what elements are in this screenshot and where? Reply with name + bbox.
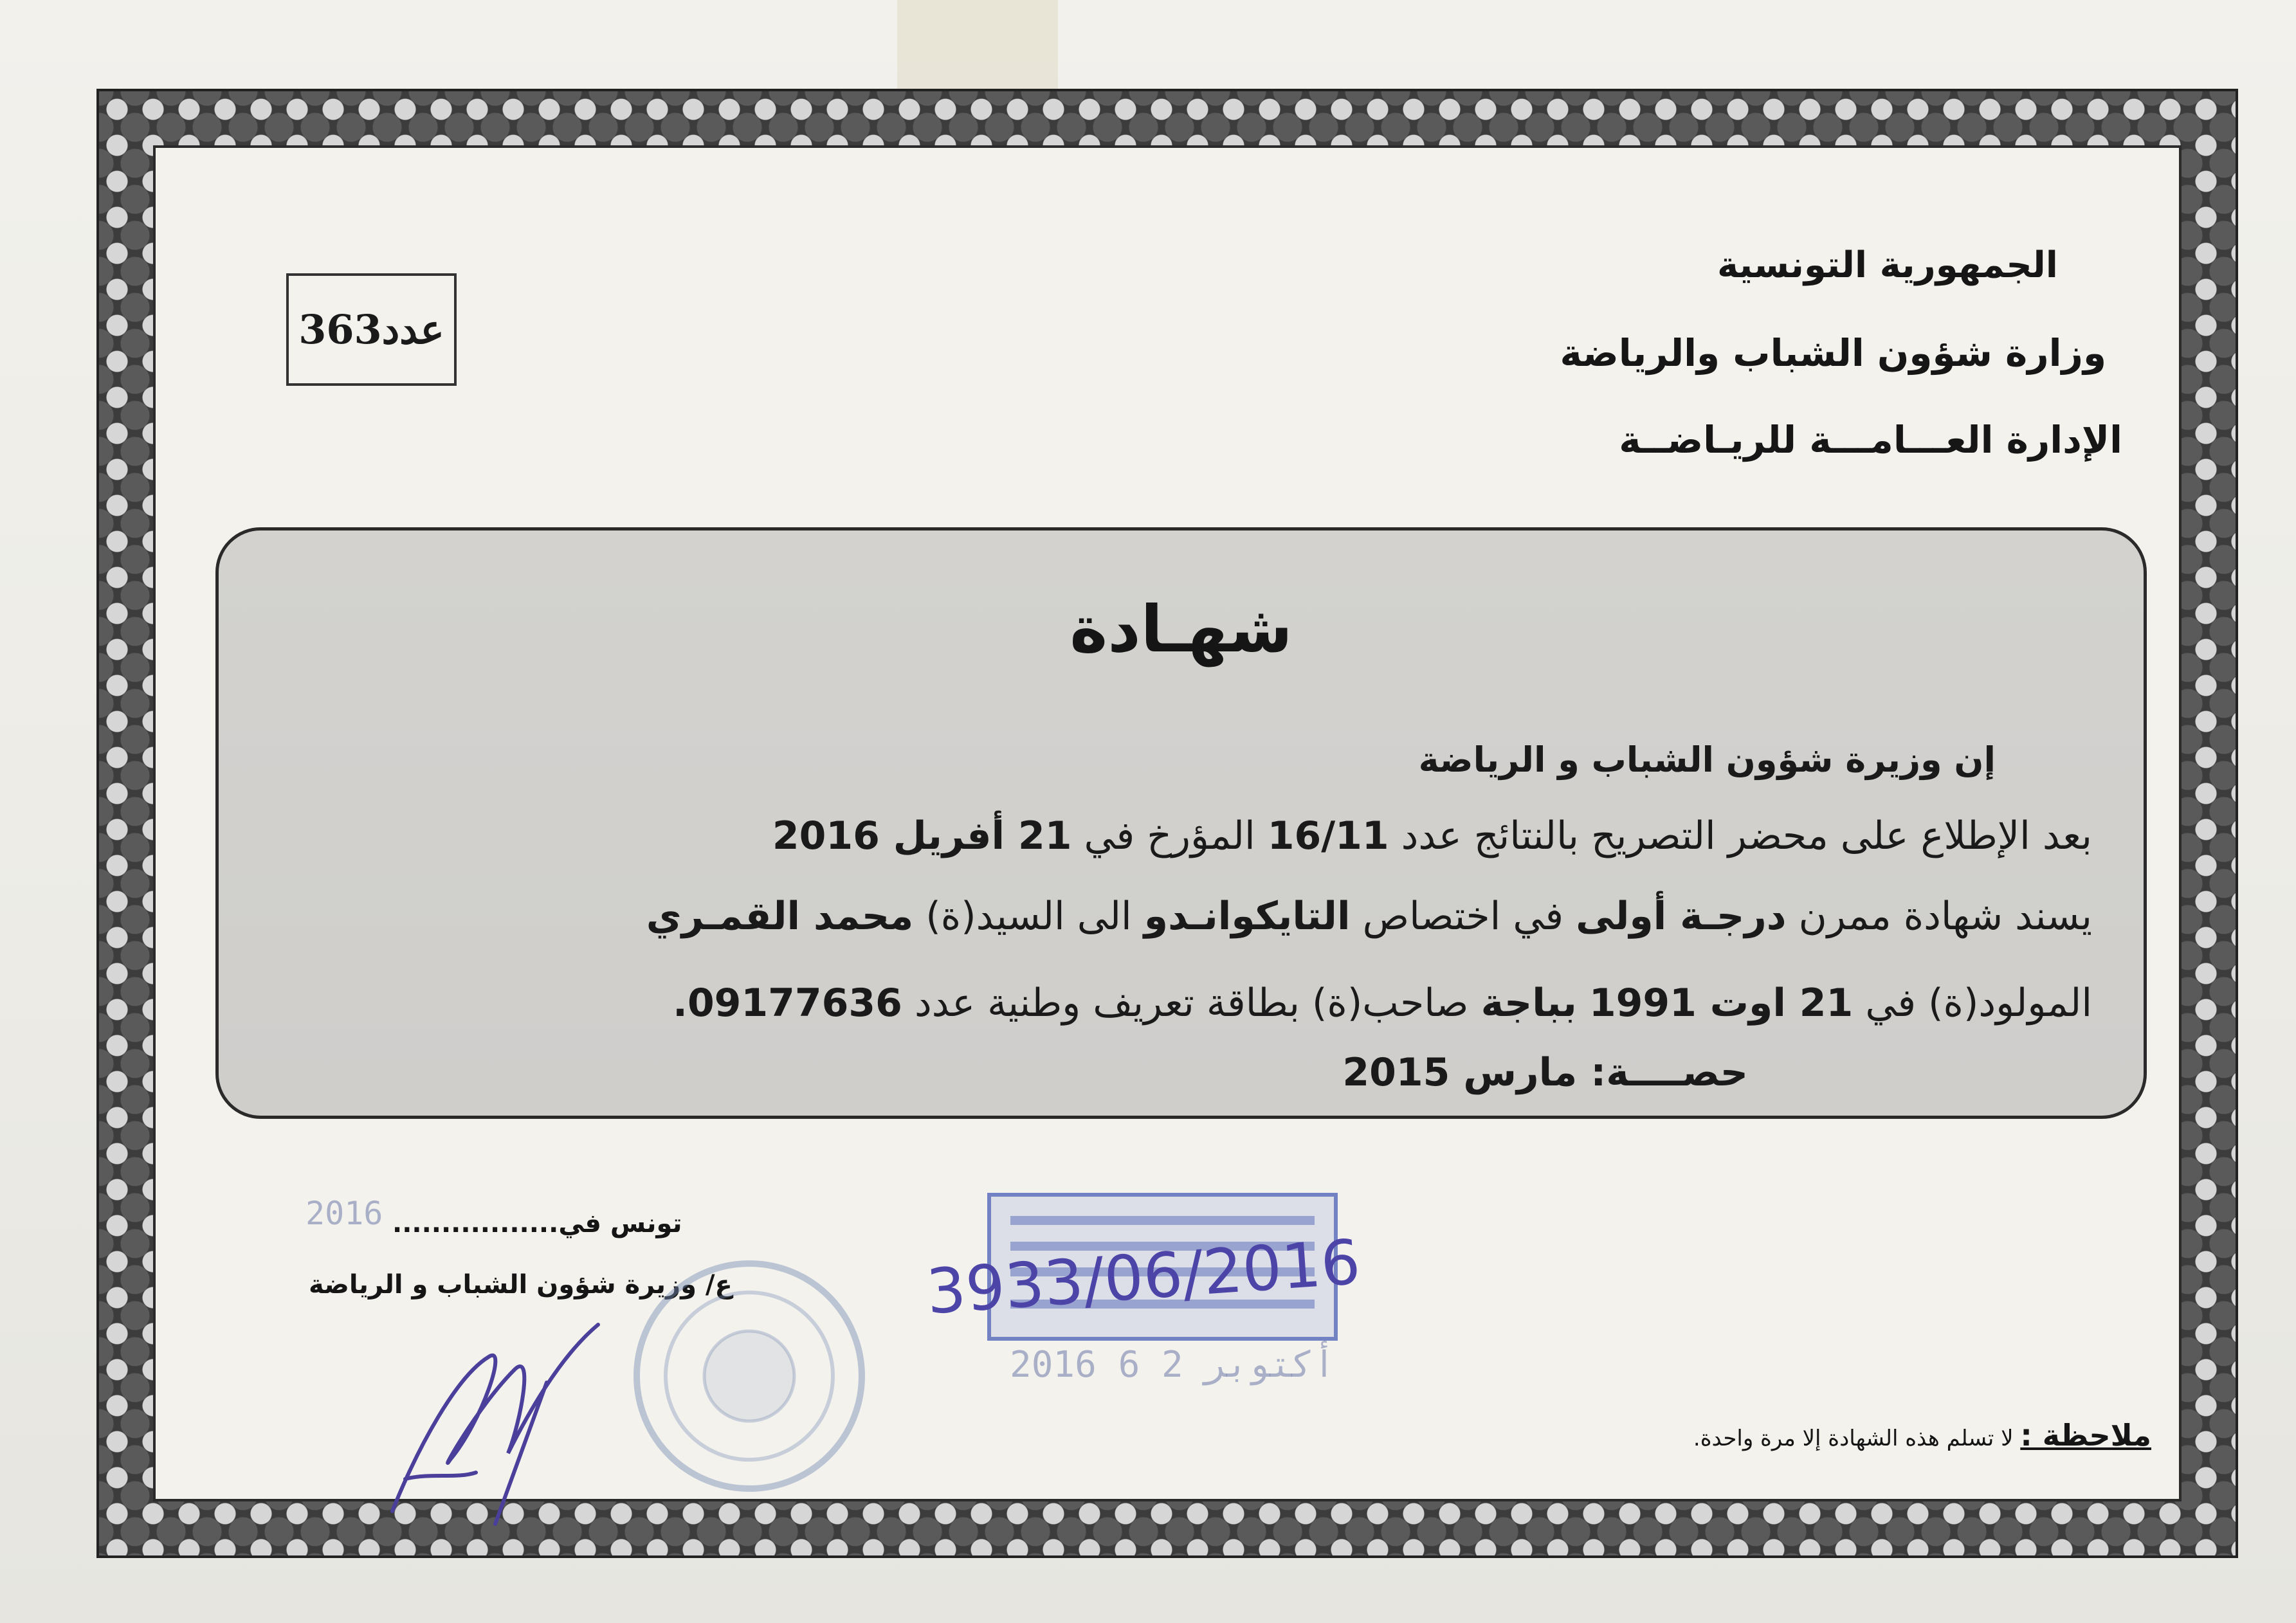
official-seal	[627, 1254, 871, 1498]
spacer	[1577, 981, 1589, 1026]
session-label: حصــــة:	[1590, 1050, 1748, 1095]
specialty-text: في اختصاص	[1350, 894, 1576, 939]
birth-line	[673, 981, 2092, 1026]
certificate-title: شهـادة	[1070, 592, 1293, 667]
birth-date: 21 اوت 1991	[1589, 981, 1854, 1026]
reference-line	[772, 813, 2092, 858]
intro-text: إن وزيرة شؤون الشباب و الرياضة	[1418, 739, 1996, 780]
place-date: تونس في.................	[392, 1209, 682, 1238]
reference-text: بعد الإطلاع على محضر التصريح بالنتائج عدد	[1389, 813, 2092, 858]
handwritten-reference: 3933/06/2016	[924, 1226, 1363, 1328]
note-label: ملاحظة :	[2020, 1418, 2151, 1453]
id-card-text: صاحب(ة) بطاقة تعريف وطنية عدد	[902, 981, 1481, 1026]
award-text: يسند شهادة ممرن	[1786, 894, 2092, 939]
born-text: المولود(ة) في	[1853, 981, 2092, 1026]
date-stamp-right: 2016 أكتوبر 2 6	[1010, 1344, 1335, 1386]
trainer-level: درجـة أولى	[1576, 894, 1787, 939]
serial-number-box	[286, 273, 457, 386]
country-name: الجمهورية التونسية	[1717, 244, 2058, 286]
date-stamp-left: 2016	[305, 1195, 383, 1232]
certificate-panel	[215, 527, 2147, 1119]
dated-text: المؤرخ في	[1071, 813, 1268, 858]
department-name: الإدارة العـــامـــة للريـاضــة	[1619, 418, 2122, 462]
report-date: 21 أفريل 2016	[772, 813, 1072, 858]
signature	[379, 1318, 624, 1530]
birth-place: بباجة	[1481, 981, 1577, 1026]
signatory-title: ع/ وزيرة شؤون الشباب و الرياضة	[309, 1270, 733, 1300]
serial-number: عدد363	[298, 306, 444, 353]
award-line	[646, 894, 2092, 939]
recipient-name: محمد القمـري	[646, 894, 914, 939]
id-card-number: 09177636.	[673, 981, 902, 1026]
note	[1693, 1418, 2151, 1453]
session-value: مارس 2015	[1342, 1050, 1578, 1095]
note-text: لا تسلم هذه الشهادة إلا مرة واحدة.	[1693, 1426, 2014, 1451]
stamp-line	[1010, 1216, 1315, 1225]
recipient-prefix: الى السيد(ة)	[913, 894, 1144, 939]
report-number: 16/11	[1267, 813, 1389, 858]
intro-line	[1419, 739, 1996, 780]
ministry-name: وزارة شؤون الشباب والرياضة	[1560, 331, 2106, 375]
session-line	[1342, 1050, 1748, 1095]
sport-name: التايكوانـدو	[1143, 894, 1351, 939]
